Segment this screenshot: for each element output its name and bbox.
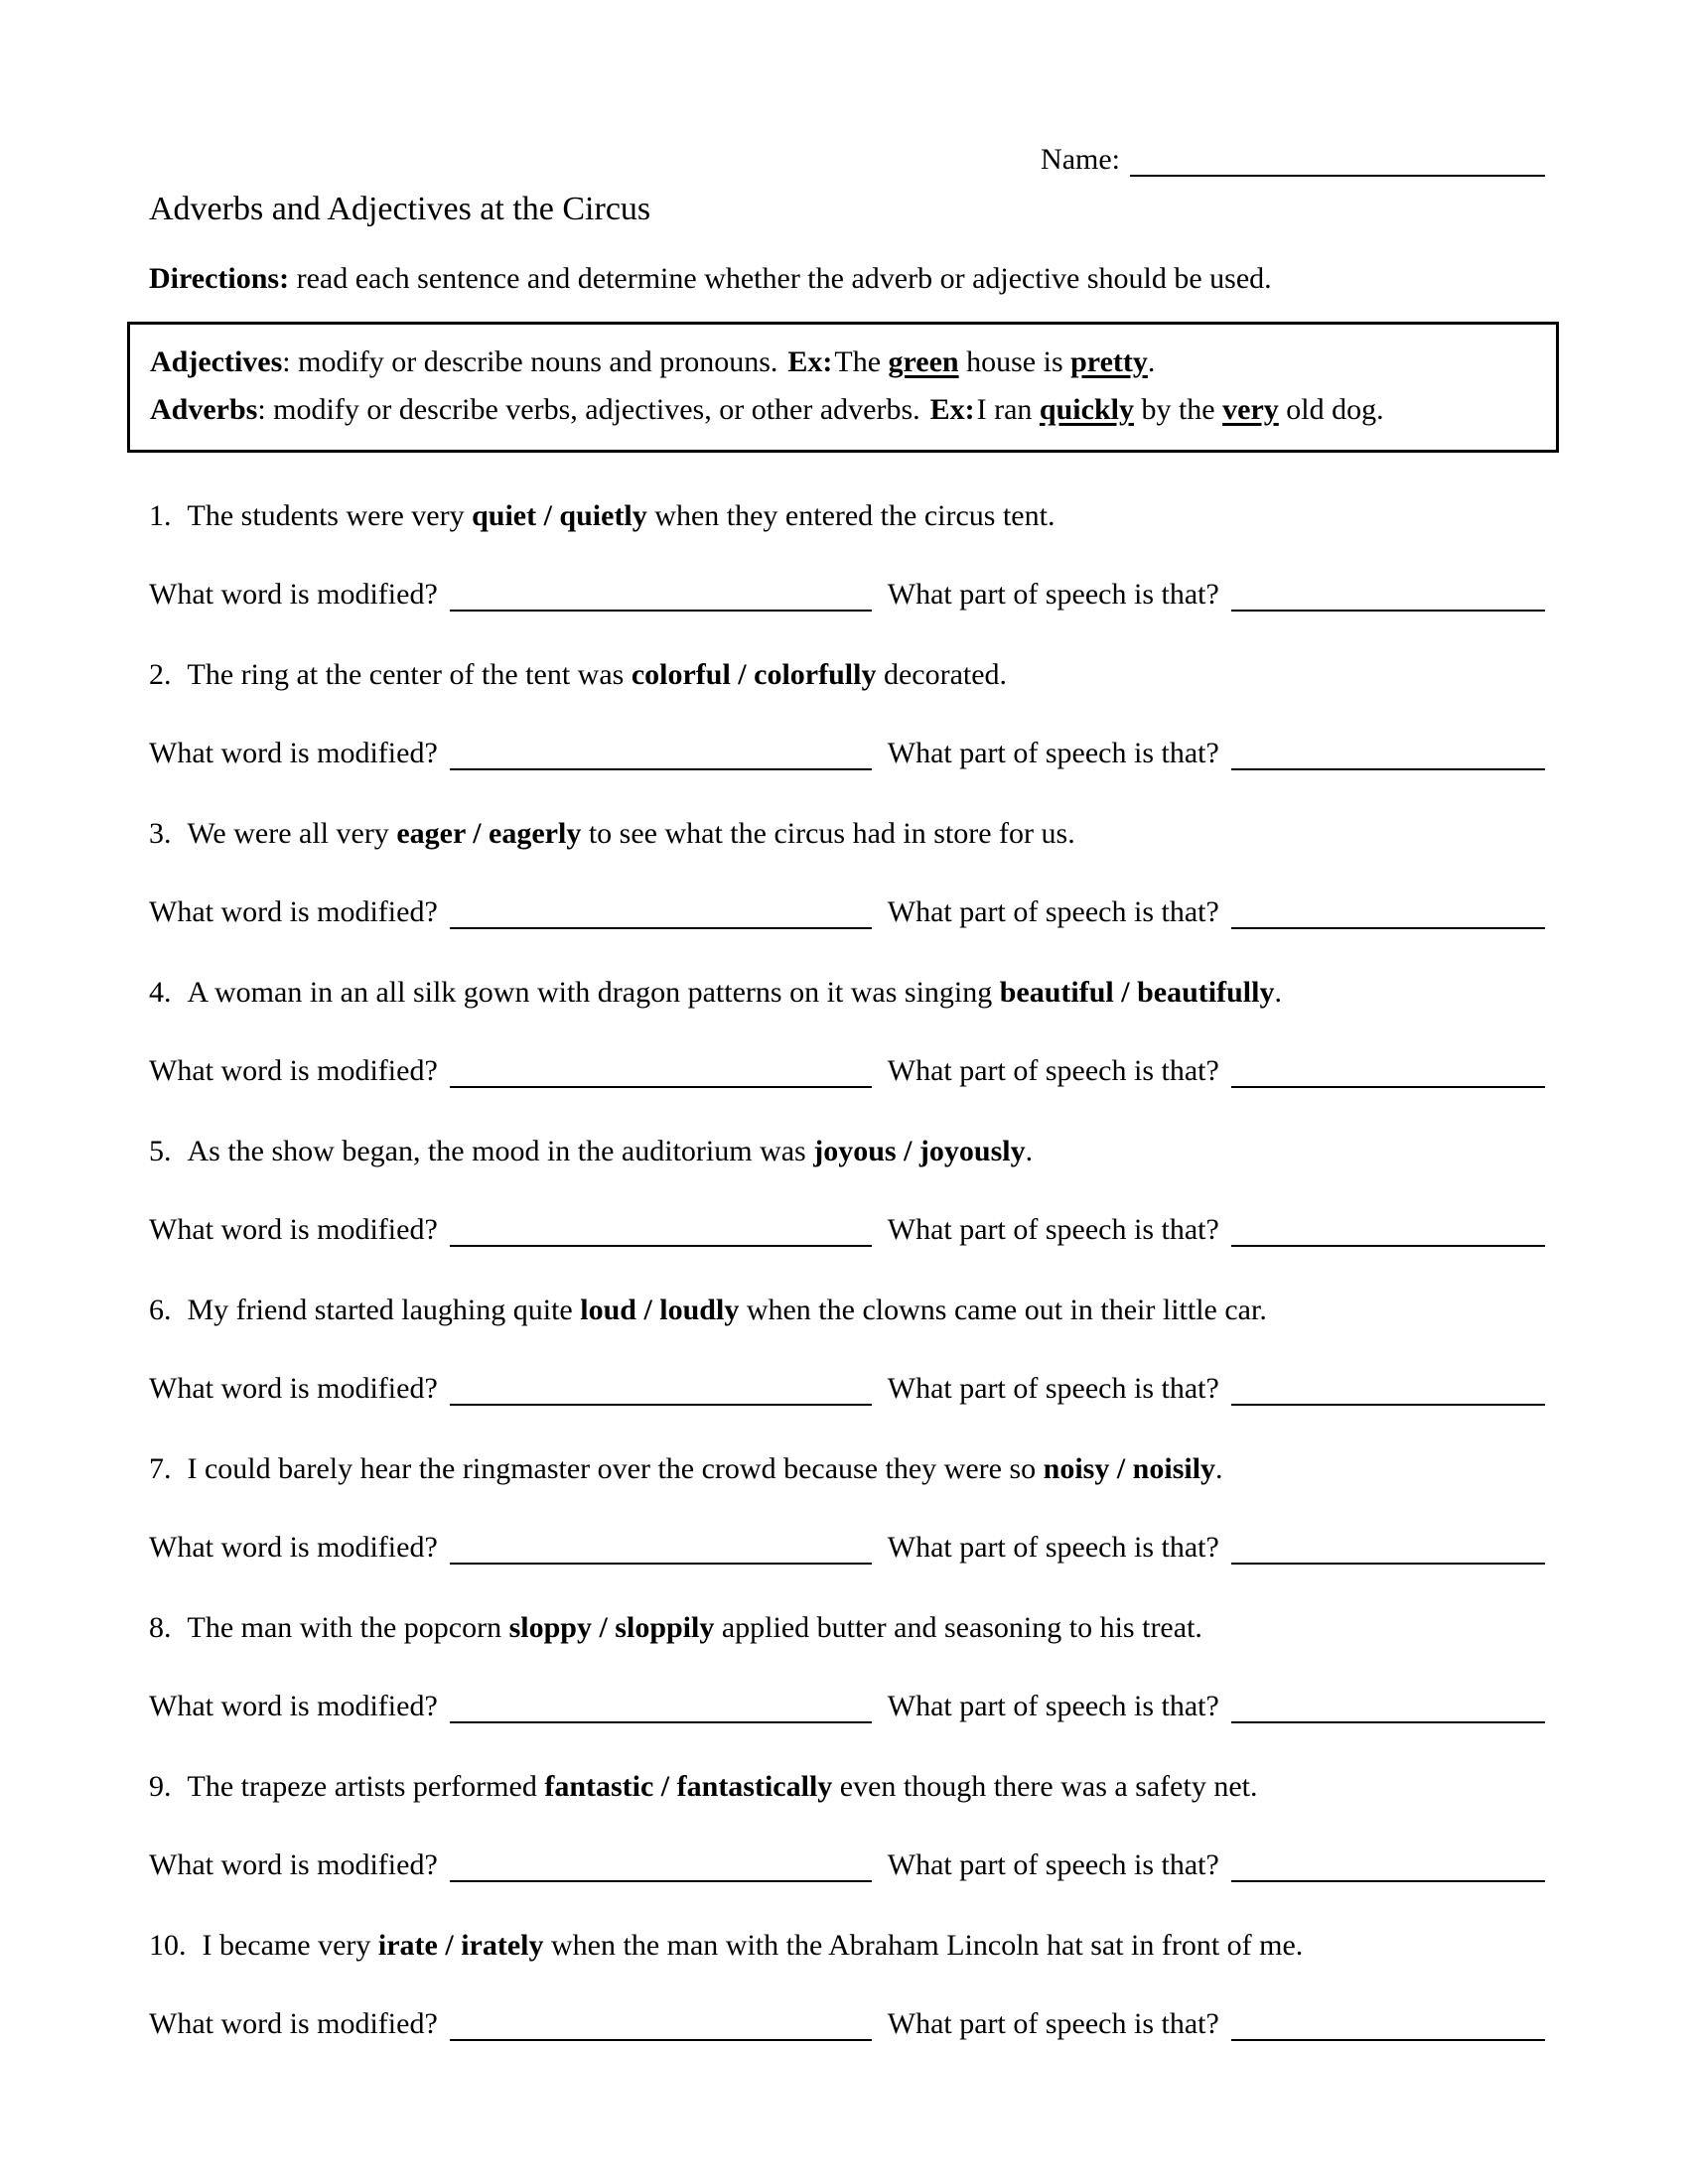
definition-term: Adjectives bbox=[150, 345, 283, 378]
sentence-pre: The ring at the center of the tent was bbox=[187, 658, 632, 691]
question-number: 1. bbox=[149, 499, 172, 532]
part-of-speech-label: What part of speech is that? bbox=[887, 1848, 1219, 1881]
sentence-post: . bbox=[1215, 1452, 1223, 1485]
question-number: 9. bbox=[149, 1770, 172, 1803]
word-modified-label: What word is modified? bbox=[149, 578, 438, 611]
question-number: 7. bbox=[149, 1452, 172, 1485]
part-of-speech-blank-line bbox=[1231, 1529, 1545, 1565]
example-text: old dog. bbox=[1278, 393, 1384, 426]
sentence-post: applied butter and seasoning to his treat. bbox=[714, 1611, 1202, 1644]
part-of-speech-label: What part of speech is that? bbox=[887, 1213, 1219, 1246]
directions-text: read each sentence and determine whether the adverb or adjective should be used. bbox=[289, 262, 1272, 295]
word-choice: sloppy / sloppily bbox=[508, 1611, 715, 1644]
word-modified-label: What word is modified? bbox=[149, 1690, 438, 1722]
sentence-pre: The man with the popcorn bbox=[187, 1611, 509, 1644]
word-modified-label: What word is modified? bbox=[149, 1054, 438, 1087]
part-of-speech-blank-line bbox=[1231, 576, 1545, 612]
word-modified-blank-line bbox=[450, 1688, 872, 1723]
name-row bbox=[149, 0, 1545, 177]
example-underlined-word: pretty bbox=[1070, 345, 1148, 378]
part-of-speech-label: What part of speech is that? bbox=[887, 578, 1219, 611]
word-modified-label: What word is modified? bbox=[149, 1531, 438, 1564]
question-sentence bbox=[149, 1926, 1545, 1966]
part-of-speech-blank-line bbox=[1231, 735, 1545, 770]
sentence-pre: A woman in an all silk gown with dragon patterns on it was singing bbox=[187, 976, 1000, 1009]
word-modified-blank-line bbox=[450, 1370, 872, 1406]
part-of-speech-blank-line bbox=[1231, 1688, 1545, 1723]
part-of-speech-blank-line bbox=[1231, 1846, 1545, 1882]
question-block bbox=[149, 496, 1545, 612]
question-sentence bbox=[149, 1449, 1545, 1489]
example-underlined-word: green bbox=[888, 345, 959, 378]
sentence-post: to see what the circus had in store for us. bbox=[581, 817, 1075, 850]
question-sentence bbox=[149, 496, 1545, 536]
definition-text: : modify or describe nouns and pronouns. bbox=[282, 345, 778, 378]
sentence-pre: I could barely hear the ringmaster over the crowd because they were so bbox=[187, 1452, 1044, 1485]
word-choice: colorful / colorfully bbox=[631, 658, 877, 691]
answer-row bbox=[149, 1207, 1545, 1247]
definition-text: : modify or describe verbs, adjectives, or other adverbs. bbox=[257, 393, 920, 426]
word-choice: irate / irately bbox=[377, 1929, 544, 1962]
sentence-pre: As the show began, the mood in the auditorium was bbox=[187, 1135, 814, 1167]
sentence-post: . bbox=[1274, 976, 1282, 1009]
question-sentence bbox=[149, 1291, 1545, 1330]
word-modified-blank-line bbox=[450, 1211, 872, 1247]
word-modified-blank-line bbox=[450, 2005, 872, 2041]
word-modified-blank-line bbox=[450, 1052, 872, 1088]
sentence-pre: The students were very bbox=[187, 499, 473, 532]
sentence-post: decorated. bbox=[876, 658, 1008, 691]
sentence-post: when the clowns came out in their little car. bbox=[739, 1294, 1267, 1326]
question-number: 5. bbox=[149, 1135, 172, 1167]
part-of-speech-label: What part of speech is that? bbox=[887, 895, 1219, 928]
part-of-speech-label: What part of speech is that? bbox=[887, 2007, 1219, 2040]
sentence-post: even though there was a safety net. bbox=[832, 1770, 1258, 1803]
question-block bbox=[149, 973, 1545, 1088]
part-of-speech-blank-line bbox=[1231, 1052, 1545, 1088]
example-sentence bbox=[977, 393, 1384, 426]
sentence-pre: I became very bbox=[202, 1929, 378, 1962]
definition-line bbox=[150, 339, 1556, 386]
part-of-speech-blank-line bbox=[1231, 2005, 1545, 2041]
question-sentence bbox=[149, 1608, 1545, 1648]
answer-row bbox=[149, 1684, 1545, 1723]
word-modified-label: What word is modified? bbox=[149, 1213, 438, 1246]
answer-row bbox=[149, 572, 1545, 612]
answer-row bbox=[149, 889, 1545, 929]
word-choice: fantastic / fantastically bbox=[544, 1770, 833, 1803]
question-sentence bbox=[149, 973, 1545, 1013]
question-sentence bbox=[149, 814, 1545, 854]
question-block bbox=[149, 814, 1545, 929]
part-of-speech-label: What part of speech is that? bbox=[887, 1690, 1219, 1722]
example-underlined-word: quickly bbox=[1039, 393, 1134, 426]
answer-row bbox=[149, 2001, 1545, 2041]
answer-row bbox=[149, 1048, 1545, 1088]
question-number: 4. bbox=[149, 976, 172, 1009]
question-block bbox=[149, 1608, 1545, 1723]
part-of-speech-blank-line bbox=[1231, 1370, 1545, 1406]
word-modified-blank-line bbox=[450, 735, 872, 770]
sentence-pre: We were all very bbox=[187, 817, 397, 850]
word-modified-label: What word is modified? bbox=[149, 737, 438, 769]
question-block bbox=[149, 1132, 1545, 1247]
question-number: 6. bbox=[149, 1294, 172, 1326]
definition-line bbox=[150, 386, 1556, 434]
question-sentence bbox=[149, 655, 1545, 695]
part-of-speech-blank-line bbox=[1231, 1211, 1545, 1247]
word-modified-blank-line bbox=[450, 576, 872, 612]
sentence-pre: My friend started laughing quite bbox=[187, 1294, 581, 1326]
part-of-speech-label: What part of speech is that? bbox=[887, 1531, 1219, 1564]
question-number: 2. bbox=[149, 658, 172, 691]
directions-label: Directions: bbox=[149, 262, 290, 295]
example-underlined-word: very bbox=[1222, 393, 1279, 426]
question-block bbox=[149, 1767, 1545, 1882]
sentence-post: when the man with the Abraham Lincoln hat sat in front of me. bbox=[543, 1929, 1304, 1962]
answer-row bbox=[149, 731, 1545, 770]
answer-row bbox=[149, 1366, 1545, 1406]
question-block bbox=[149, 1449, 1545, 1565]
example-text: The bbox=[834, 345, 889, 378]
part-of-speech-label: What part of speech is that? bbox=[887, 1054, 1219, 1087]
question-sentence bbox=[149, 1767, 1545, 1807]
word-modified-blank-line bbox=[450, 893, 872, 929]
word-choice: eager / eagerly bbox=[396, 817, 582, 850]
sentence-pre: The trapeze artists performed bbox=[187, 1770, 545, 1803]
word-choice: quiet / quietly bbox=[472, 499, 647, 532]
page-title: Adverbs and Adjectives at the Circus bbox=[149, 191, 651, 227]
sentence-post: when they entered the circus tent. bbox=[646, 499, 1055, 532]
example-text: by the bbox=[1133, 393, 1223, 426]
example-text: house is bbox=[958, 345, 1071, 378]
word-modified-label: What word is modified? bbox=[149, 1848, 438, 1881]
word-modified-label: What word is modified? bbox=[149, 895, 438, 928]
name-blank-line bbox=[1130, 141, 1545, 177]
word-choice: joyous / joyously bbox=[813, 1135, 1026, 1167]
question-block bbox=[149, 655, 1545, 770]
question-number: 3. bbox=[149, 817, 172, 850]
question-number: 10. bbox=[149, 1929, 187, 1962]
answer-row bbox=[149, 1525, 1545, 1565]
word-modified-label: What word is modified? bbox=[149, 1372, 438, 1405]
answer-row bbox=[149, 1843, 1545, 1882]
example-label: Ex: bbox=[929, 393, 975, 426]
definition-box bbox=[127, 322, 1559, 453]
part-of-speech-blank-line bbox=[1231, 893, 1545, 929]
name-label: Name: bbox=[1041, 143, 1120, 176]
word-modified-blank-line bbox=[450, 1529, 872, 1565]
question-list bbox=[149, 496, 1545, 2041]
example-text: I ran bbox=[976, 393, 1040, 426]
definition-term: Adverbs bbox=[150, 393, 258, 426]
question-block bbox=[149, 1926, 1545, 2041]
word-choice: loud / loudly bbox=[580, 1294, 740, 1326]
directions bbox=[149, 262, 1545, 296]
sentence-post: . bbox=[1025, 1135, 1034, 1167]
word-modified-blank-line bbox=[450, 1846, 872, 1882]
part-of-speech-label: What part of speech is that? bbox=[887, 737, 1219, 769]
example-label: Ex: bbox=[787, 345, 833, 378]
question-sentence bbox=[149, 1132, 1545, 1171]
example-text: . bbox=[1147, 345, 1156, 378]
question-block bbox=[149, 1291, 1545, 1406]
example-sentence bbox=[834, 345, 1155, 378]
word-choice: beautiful / beautifully bbox=[999, 976, 1275, 1009]
question-number: 8. bbox=[149, 1611, 172, 1644]
part-of-speech-label: What part of speech is that? bbox=[887, 1372, 1219, 1405]
word-choice: noisy / noisily bbox=[1043, 1452, 1216, 1485]
word-modified-label: What word is modified? bbox=[149, 2007, 438, 2040]
